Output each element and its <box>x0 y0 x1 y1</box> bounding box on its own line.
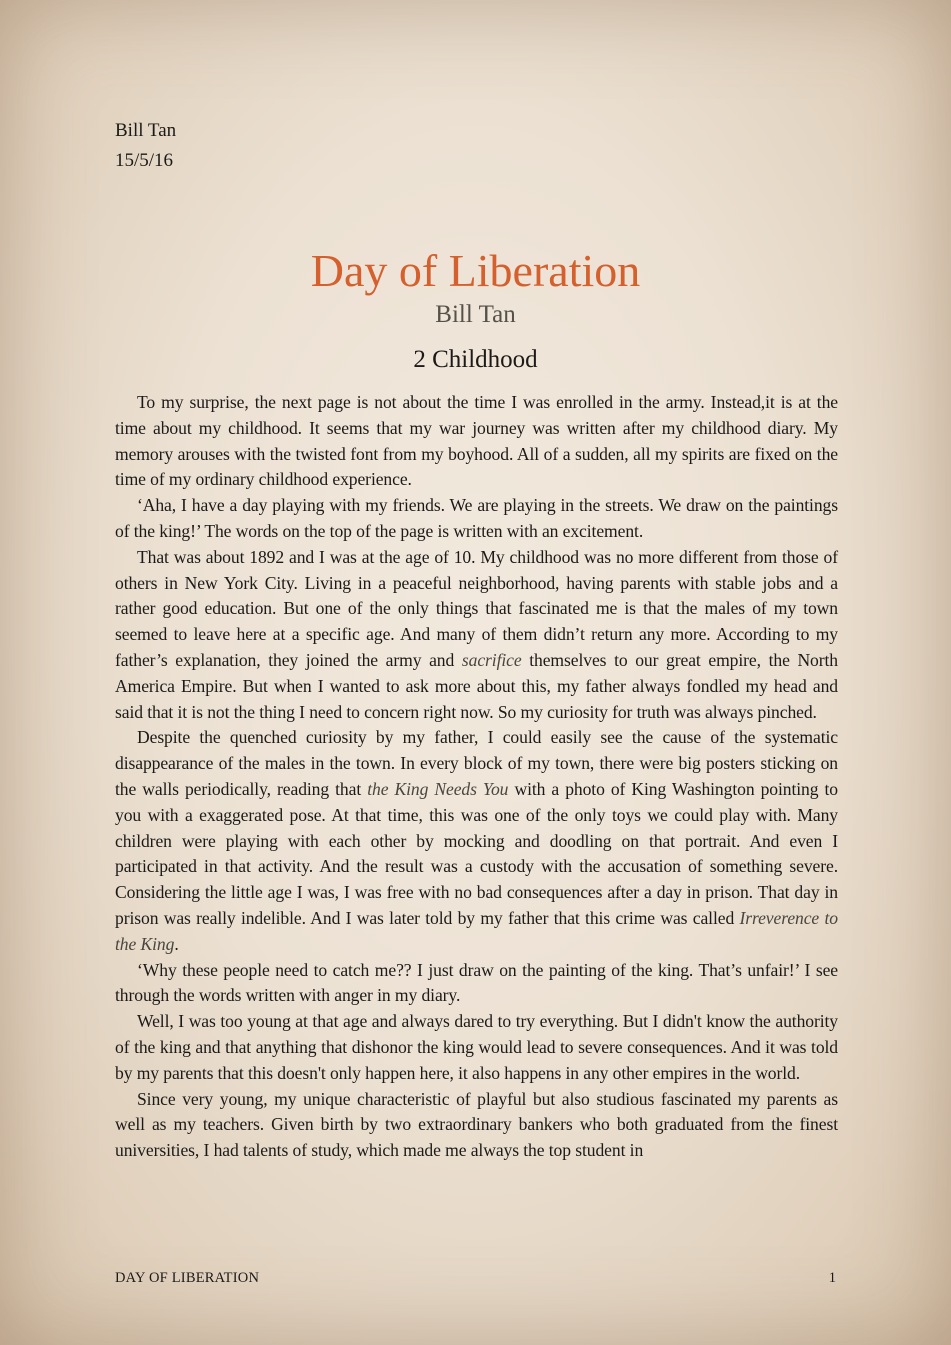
document-subtitle: Bill Tan <box>435 301 516 328</box>
document-title: Day of Liberation <box>310 245 641 296</box>
paragraph-3-text-a: That was about 1892 and I was at the age of 10. My childhood was no more different from those of others in New York City. Living in a peaceful neighborhood, having parents with stable jobs and a rather good education. But one of the only things that fascinated me is that the males of my town seemed to leave here at a specific age. And many of them didn’t return any more. According to my father’s explanation, they joined the army and <box>115 546 838 670</box>
header-author: Bill Tan <box>115 120 177 141</box>
paragraph-4-emphasis-1: the King Needs You <box>367 778 509 799</box>
body-text <box>115 390 838 1164</box>
paragraph-1: To my surprise, the next page is not about the time I was enrolled in the army. Instead,it is at the time about my childhood. It seems that my war journey was written after my childhood diary. My memory arouses with the twisted font from my boyhood. All of a sudden, all my spirits are fixed on the time of my ordinary childhood experience. <box>115 392 838 490</box>
paragraph-5: ‘Why these people need to catch me?? I just draw on the painting of the king. That’s unfair!’ I see through the words written with anger in my diary. <box>115 959 838 1006</box>
header-date: 15/5/16 <box>115 150 174 171</box>
paragraph-2: ‘Aha, I have a day playing with my friends. We are playing in the streets. We draw on the paintings of the king!’ The words on the top of the page is written with an excitement. <box>115 495 838 541</box>
document-header <box>115 116 176 176</box>
chapter-heading: 2 Childhood <box>413 346 538 373</box>
paragraph-6: Well, I was too young at that age and always dared to try everything. But I didn't know the authority of the king and that anything that dishonor the king would lead to severe consequences. And it was told by my parents that this doesn't only happen here, it also happens in any other empires in the world. <box>115 1011 838 1083</box>
paragraph-4-text-c: . <box>174 933 179 954</box>
paragraph-3-text-b: themselves to our great empire, the North America Empire. But when I wanted to ask more about this, my father always fondled my head and said that it is not the thing I need to concern right now. So my curiosity for truth was always pinched. <box>115 649 838 722</box>
paragraph-4-text-b: with a photo of King Washington pointing to you with a exaggerated pose. At that time, this was one of the only toys we could play with. Many children were playing with each other by mocking and doodling on that portrait. And even I participated in that activity. And the result was a custody with the accusation of something severe. Considering the little age I was, I was free with no bad consequences after a day in prison. That day in prison was really indelible. And I was later told by my father that this crime was called <box>115 778 838 928</box>
footer-running-title: DAY OF LIBERATION <box>115 1270 260 1286</box>
paragraph-3-emphasis: sacrifice <box>461 649 522 670</box>
paragraph-3 <box>115 545 838 726</box>
paragraph-7: Since very young, my unique characteristic of playful but also studious fascinated my parents as well as my teachers. Given birth by two extraordinary bankers who both graduated from the finest universities, I had talents of study, which made me always the top student in <box>115 1088 838 1161</box>
paragraph-4-text-a: Despite the quenched curiosity by my father, I could easily see the cause of the systematic disappearance of the males in the town. In every block of my town, there were big posters sticking on the walls periodically, reading that <box>115 727 838 799</box>
paragraph-4-emphasis-2: Irreverence to the King <box>115 907 838 954</box>
footer-page-number: 1 <box>828 1270 836 1286</box>
paragraph-4 <box>115 725 838 957</box>
